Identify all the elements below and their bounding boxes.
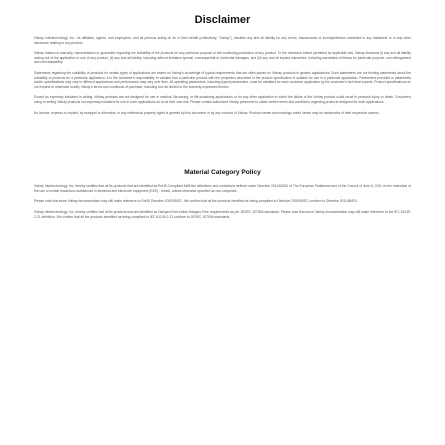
disclaimer-paragraph-4: Except as expressly indicated in writing, Vishay products are not designed for use in medical, life-saving, or life-sustaining applications or for any other application in which the failure of the Vishay product could result in personal injury or death. Customers using or selling Vishay products not expressly indicated for use in such applications do so at their own risk. Please contact authorized Vishay personnel to obtain written terms and conditions regarding products designed for such applications.	[34, 95, 411, 104]
disclaimer-paragraph-3: Statements regarding the suitability of products for certain types of applications are based on Vishay's knowledge of typical requirements that are often placed on Vishay products in generic applications. Such statements are not binding statements about the suitability of products for a particular application. It is the customer's responsibility to validate that a particular product with the properties described in the product specification is suitable for use in a particular application. Parameters provided in datasheets and/or specifications may vary in different applications and performance may vary over time. All operating parameters, including typical parameters, must be validated for each customer application by the customer's technical experts. Product specifications do not expand or otherwise modify Vishay's terms and conditions of purchase, including but not limited to the warranty expressed therein.	[34, 70, 411, 89]
section-title: Material Category Policy	[184, 169, 261, 177]
disclaimer-paragraph-2: Vishay makes no warranty, representation or guarantee regarding the suitability of the products for any particular purpose or the continuing production of any product. To the maximum extent permitted by applicable law, Vishay disclaims (i) any and all liability arising out of the application or use of any product, (ii) any and all liability, including without limitation special, consequential or incidental damages, and (iii) any and all implied warranties, including warranties of fitness for particular purpose, non-infringement and merchantability.	[34, 51, 411, 65]
disclaimer-paragraph-1: Vishay Intertechnology, Inc., its affiliates, agents, and employees, and all persons acting on its or their behalf (collectively, "Vishay"), disclaim any and all liability for any errors, inaccuracies or incompleteness contained in any datasheet or in any other disclosure relating to any product.	[34, 36, 411, 45]
policy-paragraph-1: Vishay Intertechnology, Inc. hereby certifies that all its products that are identified as RoHS-Compliant fulfill the definitions and restrictions defined under Directive 2011/65/EU of The European Parliament and of the Council of June 8, 2011 on the restriction of the use of certain hazardous substances in electrical and electronic equipment (EEE) - recast, unless otherwise specified as non-compliant.	[34, 184, 411, 193]
policy-paragraph-2: Please note that some Vishay documentation may still make reference to RoHS Directive 2002/95/EC. We confirm that all the products identified as being compliant to Directive 2002/95/EC conform to Directive 2011/65/EU.	[34, 199, 358, 204]
policy-paragraph-3: Vishay Intertechnology, Inc. hereby certifies that all its products that are identified as Halogen-Free follow Halogen-Free requirements as per JEDEC JS709A standards. Please note that some Vishay documentation may still make reference to the IEC 61249-2-21 definition. We confirm that all the products identified as being compliant to IEC 61249-2-21 conform to JEDEC JS709A standards.	[34, 209, 411, 219]
disclaimer-paragraph-5: No license, express or implied, by estoppel or otherwise, to any intellectual property rights is granted by this document or by any conduct of Vishay. Product names and markings noted herein may be trademarks of their respective owners.	[34, 110, 380, 115]
page-title: Disclaimer	[194, 14, 251, 26]
